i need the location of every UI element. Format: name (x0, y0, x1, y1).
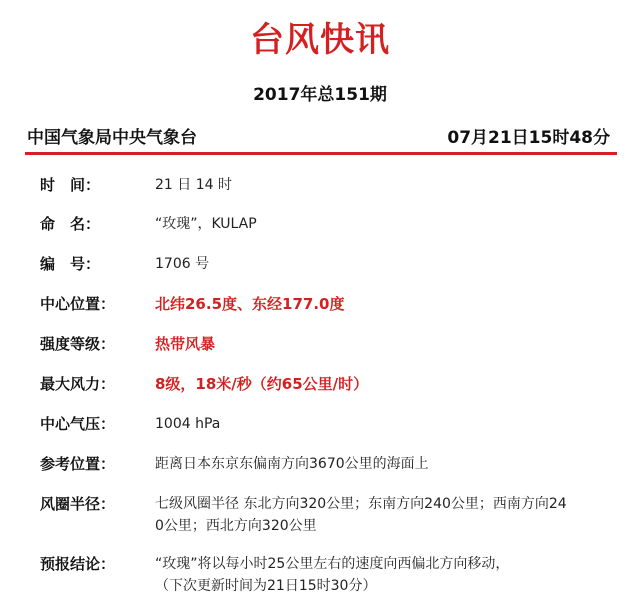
label-time: 时 间： (40, 176, 101, 194)
label-wind-radius: 风圈半径： (40, 495, 116, 513)
header-divider (25, 152, 617, 155)
issue-datetime: 07月21日15时48分 (447, 128, 610, 148)
value-forecast-line2: （下次更新时间为21日15时30分） (155, 578, 377, 594)
label-forecast: 预报结论： (40, 555, 116, 573)
label-center-position: 中心位置： (40, 295, 116, 313)
issuing-organization: 中国气象局中央气象台 (27, 128, 197, 148)
label-name: 命 名： (40, 215, 101, 233)
value-reference-position: 距离日本东京东偏南方向3670公里的海面上 (155, 456, 429, 472)
label-intensity: 强度等级： (40, 335, 116, 353)
label-pressure: 中心气压： (40, 415, 116, 433)
value-forecast-line1: “玫瑰”将以每小时25公里左右的速度向西偏北方向移动， (155, 556, 510, 572)
value-wind-radius-line1: 七级风圈半径 东北方向320公里；东南方向240公里；西南方向24 (155, 496, 567, 512)
value-pressure: 1004 hPa (155, 416, 221, 432)
issue-number: 2017年总151期 (253, 85, 387, 105)
value-max-wind: 8级，18米/秒（约65公里/时） (155, 375, 369, 393)
value-center-position: 北纬26.5度、东经177.0度 (155, 295, 345, 313)
label-reference-position: 参考位置： (40, 455, 116, 473)
value-number: 1706 号 (155, 256, 210, 272)
value-time: 21 日 14 时 (155, 177, 232, 193)
value-name: “玫瑰”，KULAP (155, 216, 257, 232)
label-max-wind: 最大风力： (40, 375, 116, 393)
value-wind-radius-line2: 0公里；西北方向320公里 (155, 518, 317, 534)
label-number: 编 号： (40, 255, 101, 273)
page-title: 台风快讯 (250, 20, 390, 60)
value-intensity: 热带风暴 (155, 335, 216, 353)
